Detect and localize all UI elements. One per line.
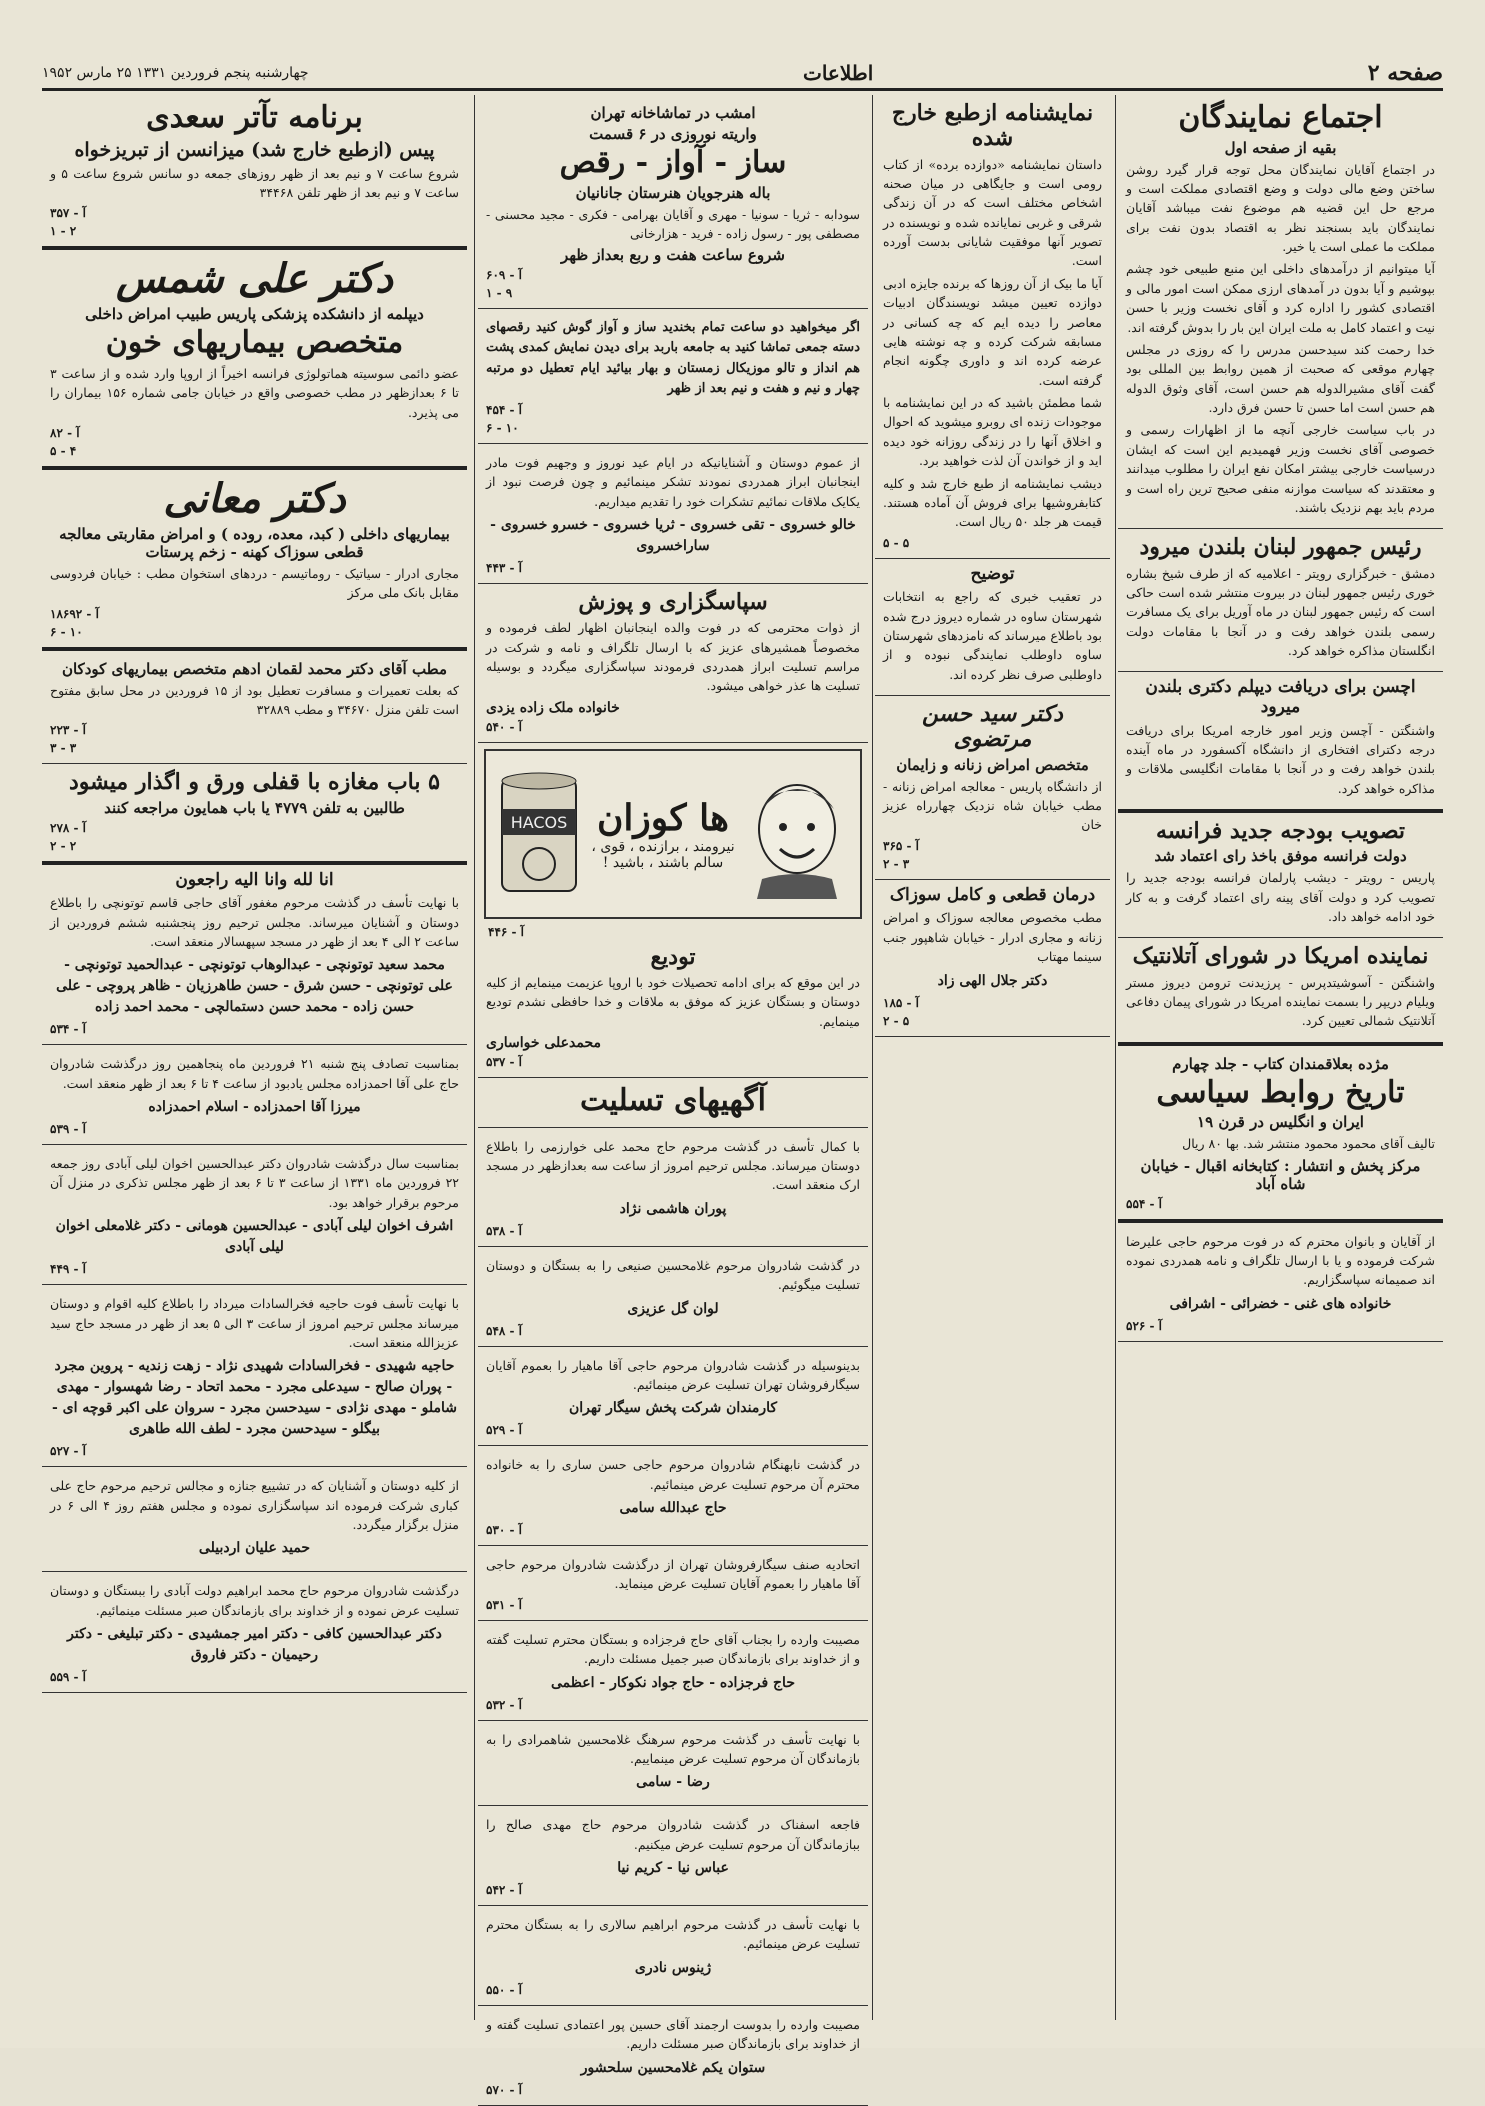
condolence-notice — [478, 1806, 868, 1906]
headline-atlantic: نماینده امریکا در شورای آتلانتیک — [1132, 943, 1429, 970]
news-body: واشنگتن - آسوشیتدپرس - پرزیدنت ترومن دیروز مستر ویلیام دریپر را بسمت نماینده امریکا در شورای پیمان دفاعی آتلانتیک شمالی تعیین کرد. — [1126, 974, 1435, 1029]
theater-announcement: امشب در تماشاخانه تهران — [590, 104, 756, 122]
ad-code: آ - ۶۰۹ — [486, 268, 523, 283]
issue-date: چهارشنبه پنجم فروردین ۱۳۳۱ ۲۵ مارس ۱۹۵۲ — [42, 65, 309, 81]
thanks-title: سپاسگزاری و پوزش — [578, 588, 768, 615]
thanks-body: از کلیه دوستان و آشنایان که در تشییع جنازه و مجالس ترحیم مرحوم حاج علی کباری شرکت فرموده اند سپاسگزاری نموده و مجلس هفتم روز ۴ الی ۶ در منزل برگزار میگردد. — [50, 1478, 459, 1533]
ad-code: آ - ۴۵۴ — [486, 402, 523, 417]
ad-code: آ - ۵۲۹ — [486, 1423, 523, 1438]
ad-code: آ - ۴۴۶ — [488, 924, 525, 939]
news-body: دمشق - خبرگزاری رویتر - اعلامیه که از طرف شیخ بشاره خوری رئیس جمهور لبنان در بیروت منتشر شده است حاکی است که رئیس جمهور لبنان در ماه آوریل برای یک مسافرت رسمی بلندن خواهد رفت و در آنجا با مقامات دولت انگلستان مذاکره خواهد کرد. — [1126, 565, 1435, 659]
ad-code: آ - ۲۲۳ — [50, 723, 87, 738]
news-lebanon — [1118, 529, 1443, 672]
subheadline-france: دولت فرانسه موفق باخذ رای اعتماد شد — [1154, 847, 1407, 866]
obituary-names: حاجیه شهیدی - فخرالسادات شهیدی نژاد - زهت زندیه - پروین مجرد - پوران صالح - سیدعلی مجرد - محمد اتحاد - رضا شهسوار - مهدی شاملو - مهدی نژادی - سیدحسن مجرد - سروان علی اکبر قوچه ای - بیگلو - سیدحسن مجرد - لطف الله طاهری — [51, 1358, 457, 1438]
treatment-body: مطب مخصوص معالجه سوزاک و امراض زنانه و مجاری ادرار - خیابان شاهپور جنب سینما مهتاب — [883, 910, 1102, 965]
ad-saadi-theater — [42, 95, 467, 250]
condolence-signature: عباس نیا - کریم نیا — [617, 1860, 729, 1877]
ad-code: آ - ۲۷۸ — [50, 820, 87, 835]
condolence-body: فاجعه اسفناک در گذشت شادروان مرحوم حاج مهدی صالح را ببازماندگان آن مرحوم تسلیت عرض میکنیم. — [486, 1817, 860, 1852]
obituary-title: انا لله وانا الیه راجعون — [175, 869, 334, 890]
ad-code: آ - ۵۴۲ — [486, 1883, 523, 1898]
maani-name: دکتر معانی — [163, 474, 346, 522]
condolence-signature: لوان گل عزیزی — [627, 1300, 719, 1317]
product-can-icon — [494, 769, 584, 899]
condolence-body: اتحادیه صنف سیگارفروشان تهران از درگذشت شادروان مرحوم حاجی آقا ماهیار را بعموم آقایان تسلیت عرض مینماید. — [486, 1557, 860, 1592]
ad-barbad — [478, 309, 868, 444]
ad-code: آ - ۵۳۷ — [486, 1055, 523, 1070]
condolence-notice — [478, 2006, 868, 2106]
headline-france: تصویب بودجه جدید فرانسه — [1155, 818, 1406, 845]
condolence-body: با نهایت تأسف در گذشت مرحوم ابراهیم سالاری را به بستگان محترم تسلیت عرض مینمائیم. — [486, 1917, 860, 1952]
pediatrician-details: که بعلت تعمیرات و مسافرت تعطیل بود از ۱۵ فروردین در محل سابق مفتوح است تلفن منزل ۳۴۶۷۰ و مطب ۳۲۸۸۹ — [50, 682, 459, 717]
theater-time: شروع ساعت هفت و ربع بعداز ظهر — [561, 246, 785, 265]
saadi-title: برنامه تآتر سعدی — [146, 100, 363, 135]
theater-cast: سودابه - ثریا - سونیا - مهری و آقایان بهرامی - فکری - مجید محسنی - مصطفی پور - رسول زاده - فرید - هزارخانی — [486, 206, 860, 241]
book-subtitle: ایران و انگلیس در قرن ۱۹ — [1197, 1113, 1364, 1132]
condolence-notice — [478, 1446, 868, 1546]
saadi-schedule: شروع ساعت ۷ و نیم بعد از ظهر روزهای جمعه دو سانس شروع ساعت ۵ و ساعت ۷ و نیم بعد از ظهر تلفن ۳۴۴۶۸ — [50, 165, 460, 200]
ad-code: ۲ - ۵ — [883, 1013, 910, 1028]
saadi-subtitle: پیس (ازطبع خارج شد) میزانسن از تبریزخواه — [74, 138, 435, 161]
farewell-notice — [478, 939, 868, 1078]
thanks-apology — [478, 584, 868, 743]
ad-code: آ - ۸۲ — [50, 425, 80, 440]
farewell-title: تودیع — [650, 943, 696, 970]
news-france-budget — [1118, 813, 1443, 938]
shams-specialty: متخصص بیماریهای خون — [105, 325, 404, 361]
condolences-title: آگهیهای تسلیت — [580, 1083, 766, 1119]
treatment-title: درمان قطعی و کامل سوزاک — [889, 884, 1096, 905]
continued-note: بقیه از صفحه اول — [1224, 138, 1337, 157]
thanks-signature: خانواده ملک زاده یزدی — [486, 699, 620, 716]
article-assembly — [1118, 95, 1443, 529]
condolence-body: بدینوسیله در گذشت شادروان مرحوم حاجی آقا ماهیار را بعموم آقایان سیگارفروشان تهران تسلیت عرض مینمائیم. — [486, 1357, 860, 1392]
maani-specialty: بیماریهای داخلی ( کبد، معده، روده ) و امراض مقاربتی معالجه قطعی سوزاک کهنه - زخم پرستات — [59, 524, 450, 561]
headline-lebanon: رئیس جمهور لبنان بلندن میرود — [1139, 534, 1422, 561]
news-body: پاریس - رویتر - دیشب پارلمان فرانسه بودجه جدید را تصویب کرد و دولت آقای پینه رای اعتماد گرفت و به کار خود ادامه خواهد داد. — [1126, 870, 1435, 925]
ad-code: آ - ۵۷۰ — [486, 2082, 523, 2097]
ad-hacosan — [484, 749, 862, 919]
ad-code: آ - ۵۲۷ — [50, 1444, 87, 1459]
column-rule — [474, 95, 475, 2020]
article-paragraph: در اجتماع آقایان نمایندگان محل توجه قرار گیرد روشن ساختن وضع مالی دولت و وضع اقتصادی مملکت است و مرجع حل این قضیه هم موضوع نفت میباشد آقایان نمایندگان باید بسنجند نظر به اقتصاد بدون نفت برای مملکت ما عملی است یا خیر. — [1126, 161, 1435, 254]
condolence-body: در گذشت نابهنگام شادروان مرحوم حاجی حسن ساری را به خانواده محترم آن مرحوم تسلیت عرض مینمائیم. — [486, 1457, 860, 1492]
article-paragraph: خدا رحمت کند سیدحسن مدرس را که روزی در مجلس چهارم موقعی که صحبت از همین روابط بین المللی بود گفت آقای مشیرالدوله هم حسن است، آقای وثوق الدوله هم حسن است اما حسن تا حسن فرق دارد. — [1126, 341, 1435, 415]
ad-code: ۶ - ۱۰ — [50, 624, 83, 639]
ad-code: آ - ۵۳۰ — [486, 1523, 523, 1538]
greetings-signature: خالو خسروی - تقی خسروی - ثریا خسروی - خسرو خسروی - ساراخسروی — [490, 516, 856, 554]
condolence-signature: حاج فرجزاده - حاج جواد نکوکار - اعظمی — [551, 1674, 795, 1691]
greetings-body: از عموم دوستان و آشنایانیکه در ایام عید نوروز و وجهیم فوت مادر اینجانبان ابراز همدردی نمودند تشکر مینمائیم و چون فرصت نبود از یکایک ملاقات نمائیم تشکرات خود را تقدیم میداریم. — [486, 454, 860, 509]
theater-program: ساز - آواز - رقص — [559, 145, 787, 180]
memorial-notice — [42, 1045, 467, 1145]
ad-theater-tehran — [478, 95, 868, 309]
correction-notice — [875, 559, 1110, 696]
greetings-notice — [478, 444, 868, 584]
ad-code: ۱ - ۲ — [50, 224, 77, 239]
ad-code: آ - ۴۴۹ — [50, 1262, 87, 1277]
condolence-notice — [478, 1247, 868, 1347]
treatment-doctor: دکتر جلال الهی زاد — [937, 972, 1048, 989]
newspaper-name: اطلاعات — [803, 61, 874, 85]
farewell-signature: محمدعلی خواساری — [486, 1035, 602, 1052]
obituary-notice — [42, 865, 467, 1046]
ad-code: ۲ - ۲ — [50, 838, 77, 853]
obituary-body: با نهایت تأسف فوت حاجیه فخرالسادات میرداد را باطلاع کلیه اقوام و دوستان میرساند مجلس ترحیم امروز از ساعت ۳ الی ۵ بعد از ظهر در مسجد حاج سید عزیزالله منعقد است. — [50, 1296, 459, 1350]
ad-doctor-shams — [42, 250, 467, 470]
ad-code: آ - ۵۵۴ — [1126, 1196, 1163, 1211]
ad-code: آ - ۳۵۷ — [50, 206, 87, 221]
doctor-details: از دانشگاه پاریس - معالجه امراض زنانه - مطب خیابان شاه نزدیک چهارراه عزیز خان — [883, 778, 1102, 833]
ad-code: آ - ۵۲۶ — [1126, 1318, 1163, 1333]
headline-play: نمایشنامه ازطبع خارج شده — [891, 100, 1094, 152]
ad-doctor-maani — [42, 470, 467, 651]
condolence-signature: پوران هاشمی نژاد — [619, 1200, 727, 1217]
book-info: تالیف آقای محمود محمود منتشر شد. بها ۸۰ ریال — [1182, 1136, 1435, 1152]
condolence-notice — [478, 1347, 868, 1447]
thanks-signature: خانواده های غنی - خضرائی - اشرافی — [1169, 1295, 1392, 1312]
ad-code: ۲ - ۳ — [883, 856, 910, 871]
article-paragraph: شما مطمئن باشید که در این نمایشنامه با موجودات زنده ای روبرو میشوید که احوال و اخلاق آنها را در زندگی روزانه خود دیده اید و از خواندن آن لذت خواهید برد. — [883, 395, 1102, 469]
memorial-notice — [42, 1145, 467, 1285]
product-can-label: HACOS — [510, 812, 568, 832]
news-body: واشنگتن - آچسن وزیر امور خارجه امریکا برای دریافت درجه دکترای افتخاری از دانشگاه آکسفورد در ماه آینده بلندن خواهد رفت و در آنجا با مقامات انگلیسی ملاقات و مذاکره خواهد کرد. — [1126, 722, 1435, 796]
news-acheson — [1118, 672, 1443, 813]
column-rule — [872, 95, 873, 2020]
article-paragraph: در باب سیاست خارجی آنچه ما از اظهارات رسمی و خصوصی آقای نخست وزیر فهمیدیم این است که ایشان درسیاست خارجی بیشتر امکان نفع ایران را مطلوب میدانند و معتقدند که سیاست موازنه منفی صحیح ترین راه است و مردم باید بهم نزدیک باشند. — [1126, 422, 1435, 515]
condolence-signature: حاج عبدالله سامی — [619, 1500, 727, 1517]
condolence-body: درگذشت شادروان مرحوم حاج محمد ابراهیم دولت آبادی را ببستگان و دوستان تسلیت عرض نموده و از خداوند برای بازماندگان صبر مسئلت مینمائیم. — [50, 1583, 459, 1618]
doctor-specialty: متخصص امراض زنانه و زایمان — [896, 755, 1089, 774]
correction-body: در تعقیب خبری که راجع به انتخابات شهرستان ساوه در شماره دیروز درج شده بود باطلاع میرساند که نامزدهای شهرستان ساوه داوطلب نمایندگی نبوده و از داوطلبی صرف نظر کرده اند. — [883, 589, 1102, 682]
ad-code: آ - ۵۴۸ — [486, 1323, 523, 1338]
theater-subtitle: واریته نوروزی در ۶ قسمت — [589, 125, 757, 143]
condolence-signature: دکتر عبدالحسین کافی - دکتر امیر جمشیدی - دکتر تبلیغی - دکتر رحیمیان - دکتر فاروق — [67, 1626, 442, 1664]
column-4 — [42, 95, 467, 2020]
headline-assembly: اجتماع نمایندگان — [1178, 100, 1383, 135]
shams-details: عضو دائمی سوسیته هماتولوژی فرانسه اخیراً از اروپا وارد شده و از ساعت ۳ تا ۶ بعدازظهر در مطب خصوصی واقع در خیابان جامی شماره ۱۵۶ بیماران را می پذیرد. — [50, 365, 459, 420]
book-title: تاریخ روابط سیاسی — [1156, 1074, 1405, 1110]
condolence-body: با نهایت تأسف در گذشت مرحوم سرهنگ غلامحسین شاهمرادی را به بازماندگان آن مرحوم تسلیت عرض مینماییم. — [486, 1731, 860, 1766]
ad-code: ۶ - ۱۰ — [486, 420, 519, 435]
obituary-body: با نهایت تأسف در گذشت مرحوم مغفور آقای حاجی قاسم توتونچی را باطلاع دوستان و آشنایان میرساند. مجلس ترحیم روز پنجشنبه ششم فروردین از ساعت ۲ الی ۴ بعد از ظهر در مسجد سپهسالار منعقد است. — [50, 895, 459, 949]
column-1 — [1118, 95, 1443, 2020]
ad-code: آ - ۱۸۶۹۲ — [50, 606, 99, 621]
column-2 — [875, 95, 1110, 2020]
condolence-body: مصیبت وارده را بدوست ارجمند آقای حسین پور اعتمادی تسلیت گفته و از خداوند برای بازماندگان صبر مسئلت داریم. — [486, 2016, 860, 2052]
memorial-signature: اشرف اخوان لیلی آبادی - عبدالحسین هومانی - دکتر غلامعلی اخوان لیلی آبادی — [55, 1218, 454, 1256]
ad-doctor-mortazavi — [875, 696, 1110, 880]
maani-details: مجاری ادرار - سیاتیک - روماتیسم - دردهای استخوان مطب : خیابان فردوسی مقابل بانک ملی مرکز — [50, 565, 459, 601]
condolence-signature: ژینوس نادری — [634, 1959, 712, 1976]
ad-slogan: نیرومند ، برازنده ، قوی ، سالم باشند ، باشید ! — [591, 838, 735, 871]
doctor-name: دکتر سید حسن مرتضوی — [922, 701, 1063, 753]
news-atlantic — [1118, 938, 1443, 1045]
ad-book — [1118, 1046, 1443, 1223]
child-portrait-icon — [742, 769, 852, 899]
ad-code: آ - ۵۳۸ — [486, 1223, 523, 1238]
book-announcement: مژده بعلاقمندان کتاب - جلد چهارم — [1172, 1054, 1389, 1073]
condolence-signature: ستوان یکم غلامحسین سلحشور — [580, 2059, 766, 2076]
ad-shops — [42, 764, 467, 864]
ad-code: آ - ۵۵۰ — [486, 1982, 523, 1997]
condolence-notice — [478, 1906, 868, 2006]
condolence-notice — [478, 1128, 868, 1247]
concert-body: اگر میخواهید دو ساعت تمام بخندید ساز و آواز گوش کنید رقصهای دسته جمعی تماشا کنید به جامعه باربد برای دیدن نمایش کمدی پشت هم انداز و تالو موزیکال زمستان و بهار بیائید ایام تعطیل دو مرتبه چهار و نیم و هفت و نیم بعد از ظهر — [486, 320, 860, 396]
shams-diploma: دیپلمه از دانشکده پزشکی پاریس طبیب امراض داخلی — [85, 305, 424, 324]
ad-code: آ - ۵۴۰ — [486, 719, 523, 734]
condolence-notice — [478, 1546, 868, 1621]
ad-code: ۵ - ۵ — [883, 535, 910, 550]
ad-pediatrician — [42, 651, 467, 765]
condolence-signature: رضا - سامی — [636, 1774, 710, 1791]
thanks-signature: حمید علیان اردبیلی — [198, 1540, 311, 1557]
condolence-notice — [478, 1721, 868, 1807]
condolences-header — [478, 1078, 868, 1128]
ad-code: ۵ - ۴ — [50, 443, 77, 458]
condolence-notice — [478, 1621, 868, 1721]
condolence-body: مصیبت وارده را بجناب آقای حاج فرجزاده و بستگان محترم تسلیت گفته و از خداوند برای بازماندگان صبر جمیل مسئلت داریم. — [486, 1631, 860, 1667]
article-paragraph: دیشب نمایشنامه از طبع خارج شد و کلیه کتابفروشیها برای فروش آن آماده هستند. قیمت هر جلد ۵۰ ریال است. — [883, 475, 1102, 530]
article-paragraph: آیا میتوانیم از درآمدهای داخلی این منبع طبیعی خود چشم بپوشیم و آیا بدون در آمدهای ارزی ممکن است امور مالی و اقتصادی کشور را اداره کرد و آقای نخست وزیر با حسن نیت و اعتماد کامل به ملت ایران این بار را بدوش گرفته اند. — [1126, 261, 1435, 335]
shams-name: دکتر علی شمس — [116, 255, 393, 303]
ad-code: آ - ۱۸۵ — [883, 995, 920, 1010]
ad-code: آ - ۵۳۲ — [486, 1697, 523, 1712]
memorial-body: بمناسبت سال درگذشت شادروان دکتر عبدالحسین اخوان لیلی آبادی روز جمعه ۲۲ فروردین ماه ۱۳۳۱ از ساعت ۳ تا ۶ بعد از ظهر مجلس تذکری در منزل آن مرحوم برقرار خواهد بود. — [50, 1156, 460, 1210]
condolence-body: در گذشت شادروان مرحوم غلامحسین صنیعی را به بستگان و دوستان تسلیت میگوئیم. — [486, 1257, 860, 1293]
ad-code: ۱ - ۹ — [486, 286, 513, 301]
correction-title: توضیح — [970, 563, 1015, 584]
ad-code: آ - ۵۳۱ — [486, 1597, 523, 1612]
masthead — [42, 58, 1443, 91]
thanks-body: از ذوات محترمی که در فوت والده اینجانبان اظهار لطف فرموده و مخصوصاً همشیرهای عزیز که با ارسال تلگراف و نامه و شرکت در مراسم تسلیت ابراز همدردی فرمودند سپاسگزاری میگردد و بوسیله تسلیت ها عذر خواهی میشود. — [486, 620, 860, 694]
obituary-names: محمد سعید توتونچی - عبدالوهاب توتونچی - عبدالحمید توتونچی - علی توتونچی - حسن شرق - حسن طاهرزیان - ظاهر پروچی - علی حسن زاده - محمد حسن دستمالچی - محمد احمد زاده — [56, 957, 453, 1016]
ad-code: آ - ۵۵۹ — [50, 1670, 87, 1685]
condolence-body: با کمال تأسف در گذشت مرحوم حاج محمد علی خوارزمی را باطلاع دوستان میرساند. مجلس ترحیم امروز از ساعت سه بعدازظهر در مسجد ارک منعقد است. — [486, 1138, 860, 1193]
ad-code: ۳ - ۳ — [50, 741, 77, 756]
book-distributor: مرکز پخش و انتشار : کتابخانه اقبال - خیابان شاه آباد — [1140, 1156, 1421, 1193]
ad-code: آ - ۵۳۴ — [50, 1022, 87, 1037]
column-rule — [1115, 95, 1116, 2020]
headline-acheson: اچسن برای دریافت دیپلم دکتری بلندن میرود — [1145, 677, 1416, 717]
article-paragraph: آیا ما بیک از آن روزها که برنده جایزه ادبی دوازده تعیین میشد نویسندگان ادبیات معاصر را دیده ایم که چه کسانی در مسابقه شرکت کرده و چه نوشته هایی عرضه کرده اند و داوری چگونه انجام گرفته است. — [883, 275, 1102, 388]
condolence-signature: کارمندان شرکت پخش سیگار تهران — [568, 1400, 778, 1417]
obituary-notice — [42, 1285, 467, 1467]
thanks-body: از آقایان و بانوان محترم که در فوت مرحوم حاجی علیرضا شرکت فرموده و یا با ارسال تلگراف و نامه همدردی نموده اند صمیمانه سپاسگزاریم. — [1126, 1233, 1435, 1288]
theater-ballet: باله هنرجویان هنرستان جانانیان — [575, 183, 771, 202]
memorial-body: بمناسبت تصادف پنج شنبه ۲۱ فروردین ماه پنجاهمین روز درگذشت شادروان حاج علی آقا احمدزاده مجلس یادبود از ساعت ۴ تا ۶ بعد از ظهر منعقد است. — [50, 1056, 460, 1091]
farewell-body: در این موقع که برای ادامه تحصیلات خود با اروپا عزیمت مینمایم از کلیه دوستان و بستگان عزیز که موفق به ملاقات و خدا حافظی نشدم تودیع مینمایم. — [486, 975, 860, 1029]
shops-contact: طالبین به تلفن ۴۷۷۹ یا باب همایون مراجعه کنند — [104, 798, 405, 817]
ad-code: آ - ۵۳۹ — [50, 1122, 87, 1137]
article-play — [875, 95, 1110, 559]
column-3 — [478, 95, 868, 2097]
article-paragraph: داستان نمایشنامه «دوازده برده» از کتاب رومی است و جایگاهی در میان صحنه اشخاص مختلف است که در آن زندگی شرقی و غربی نمایانده شده و نویسنده در تصویر آنها موفقیت شایانی بدست آورده است. — [883, 156, 1102, 269]
condolence-notice — [42, 1572, 467, 1693]
ad-treatment — [875, 880, 1110, 1037]
ad-code: آ - ۴۴۳ — [486, 560, 523, 575]
page-number: صفحه ۲ — [1367, 60, 1443, 86]
ad-code: آ - ۳۶۵ — [883, 838, 920, 853]
ad-brand: ها کوزان — [596, 796, 730, 839]
pediatrician-title: مطب آقای دکتر محمد لقمان ادهم متخصص بیماریهای کودکان — [61, 659, 448, 678]
shops-title: ۵ باب مغازه با قفلی ورق و اگذار میشود — [68, 769, 440, 796]
thanks-notice — [1118, 1223, 1443, 1342]
thanks-notice — [42, 1467, 467, 1572]
memorial-signature: میرزا آقا احمدزاده - اسلام احمدزاده — [148, 1099, 361, 1116]
